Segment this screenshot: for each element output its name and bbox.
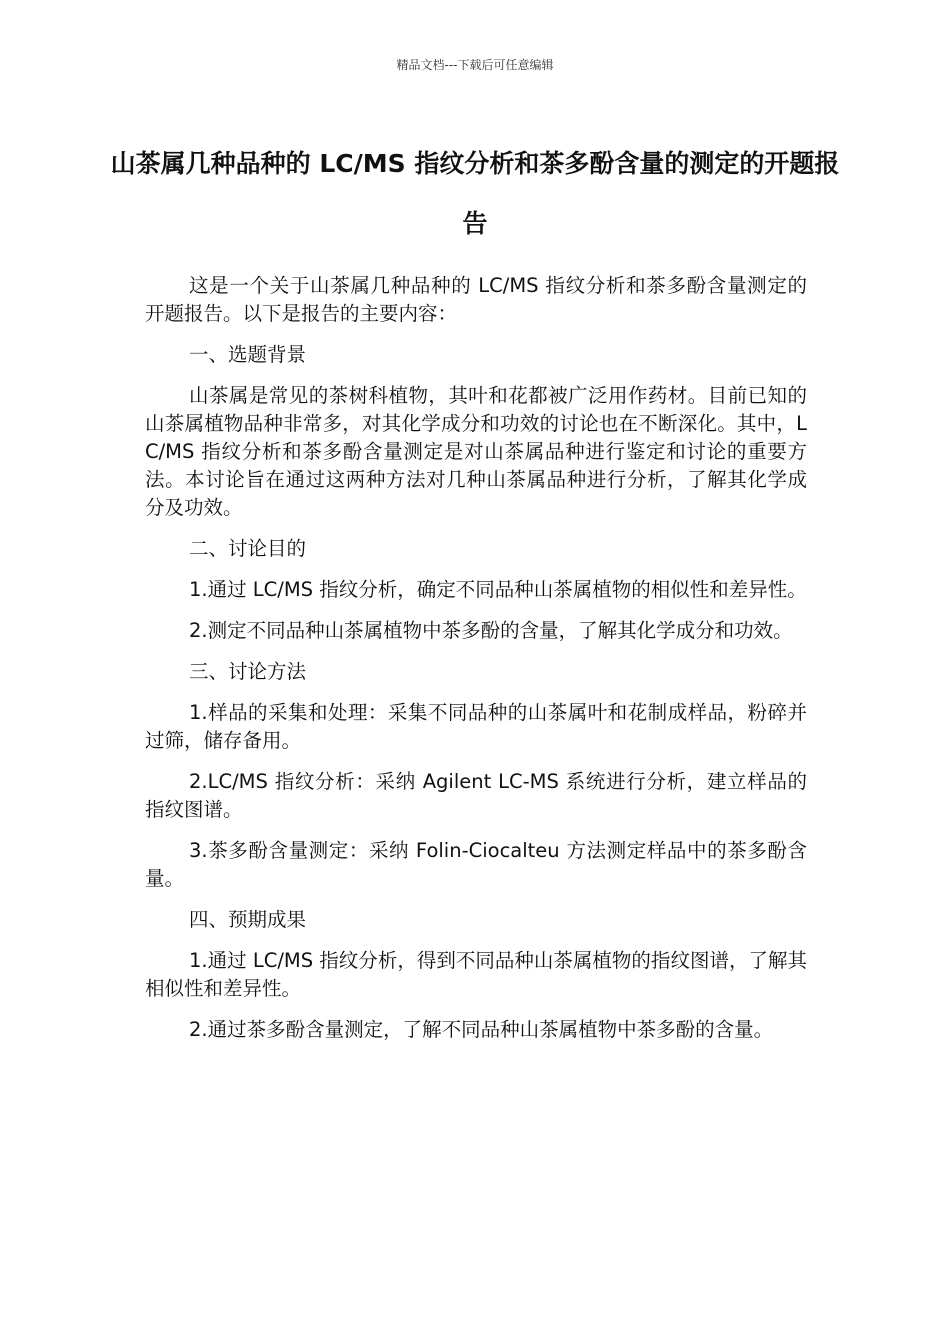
intro-paragraph: 这是一个关于山茶属几种品种的 LC/MS 指纹分析和茶多酚含量测定的开题报告。以下是报告的主要内容：: [145, 274, 807, 325]
section-heading-objectives: 二、讨论目的: [189, 537, 307, 560]
section-heading-methods: 三、讨论方法: [189, 660, 307, 683]
objective-item-2: 2.测定不同品种山茶属植物中茶多酚的含量，了解其化学成分和功效。: [189, 619, 793, 642]
method-item-1: 1.样品的采集和处理：采集不同品种的山茶属叶和花制成样品，粉碎并过筛，储存备用。: [145, 701, 807, 752]
method-item-2: 2.LC/MS 指纹分析：采纳 Agilent LC-MS 系统进行分析，建立样品的指纹图谱。: [145, 770, 807, 821]
outcome-item-2: 2.通过茶多酚含量测定，了解不同品种山茶属植物中茶多酚的含量。: [189, 1018, 774, 1041]
section-heading-background: 一、选题背景: [189, 343, 307, 366]
objective-item-1: 1.通过 LC/MS 指纹分析，确定不同品种山茶属植物的相似性和差异性。: [189, 578, 807, 601]
page-header: 精品文档---下载后可任意编辑: [396, 58, 554, 72]
document-title: 山茶属几种品种的 LC/MS 指纹分析和茶多酚含量的测定的开题报告: [110, 149, 840, 238]
background-paragraph: 山茶属是常见的茶树科植物，其叶和花都被广泛用作药材。目前已知的山茶属植物品种非常多，对其化学成分和功效的讨论也在不断深化。其中，LC/MS 指纹分析和茶多酚含量测定是对山茶属品种进行鉴定和讨论的重要方法。本讨论旨在通过这两种方法对几种山茶属品种进行分析，了解其化学成分及功效。: [145, 384, 807, 519]
document-body: [145, 272, 807, 1057]
method-item-3: 3.茶多酚含量测定：采纳 Folin-Ciocalteu 方法测定样品中的茶多酚含量。: [145, 839, 807, 890]
section-heading-outcomes: 四、预期成果: [189, 908, 307, 931]
outcome-item-1: 1.通过 LC/MS 指纹分析，得到不同品种山茶属植物的指纹图谱，了解其相似性和差异性。: [145, 949, 807, 1000]
